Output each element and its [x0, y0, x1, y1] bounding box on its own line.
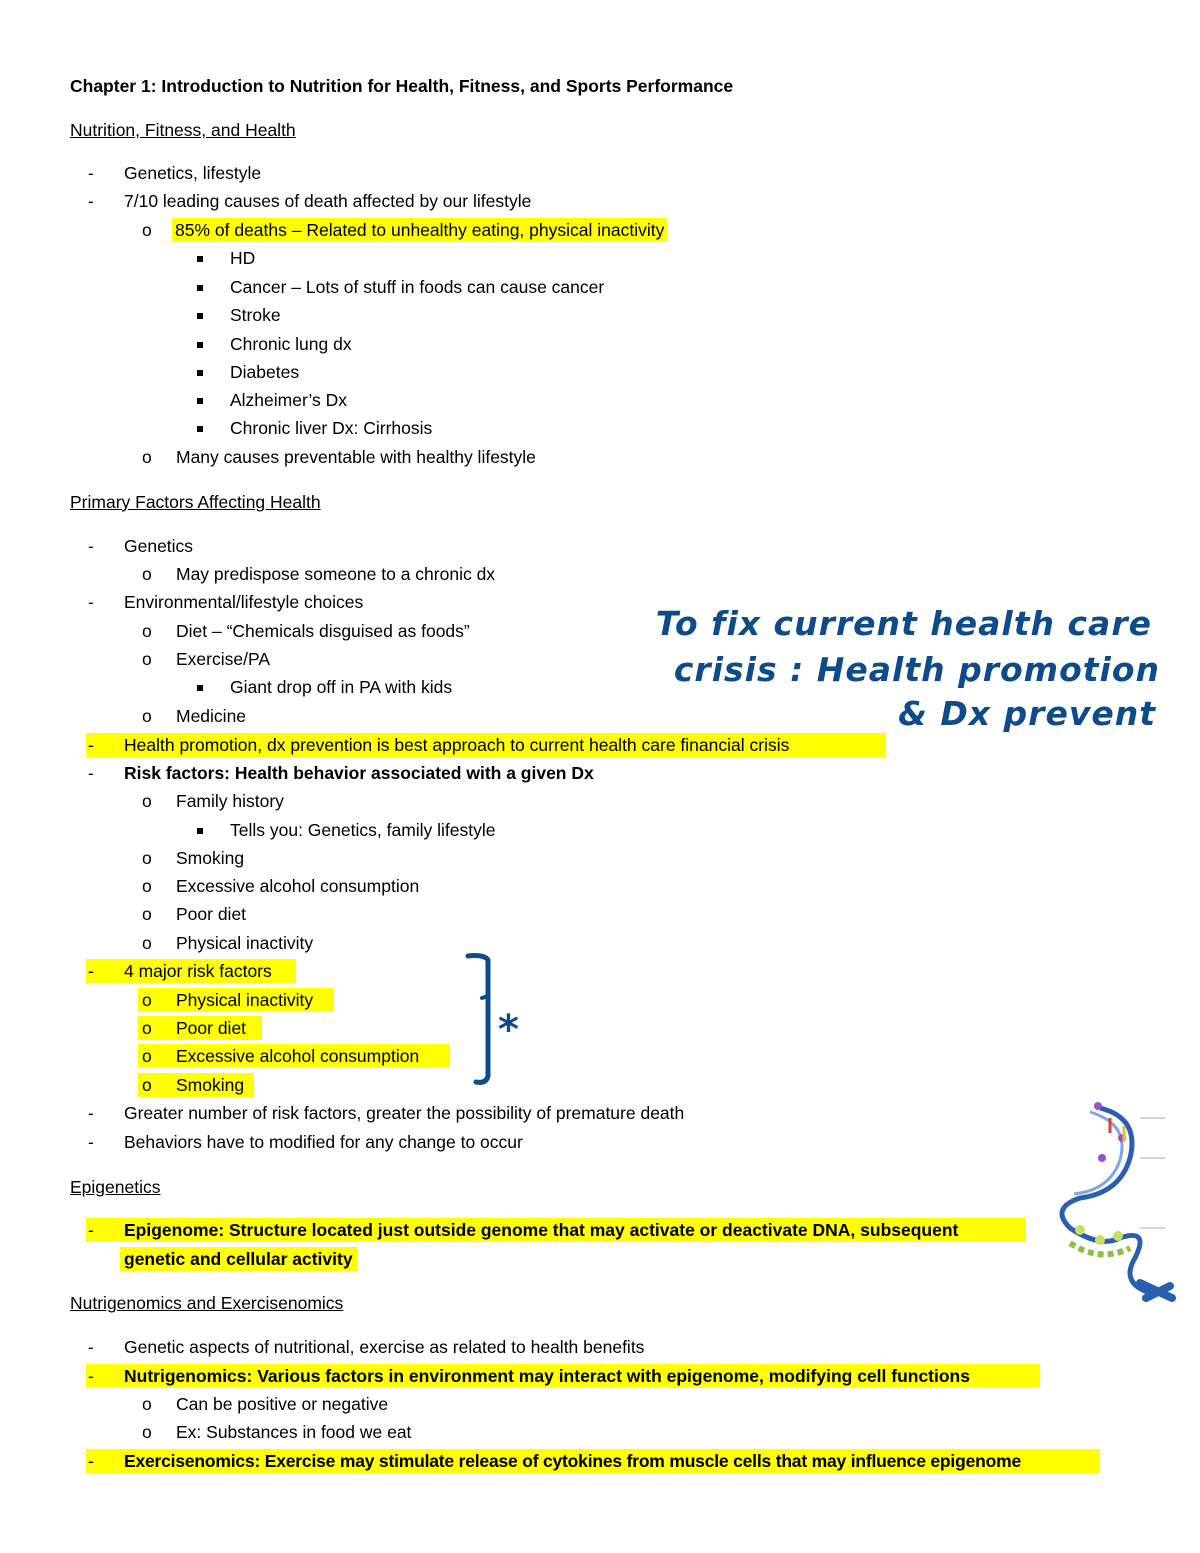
list-item-highlighted: Excessive alcohol consumption [176, 1046, 420, 1066]
circle-marker: o [142, 1018, 152, 1038]
list-item: Cancer – Lots of stuff in foods can cause cancer [230, 277, 605, 297]
list-item-highlighted: 4 major risk factors [124, 961, 272, 981]
square-bullet-icon [197, 416, 203, 440]
square-bullet-icon [197, 388, 203, 412]
dash-marker: - [88, 1451, 94, 1471]
dna-illustration-icon [1040, 1098, 1185, 1310]
circle-marker: o [142, 904, 152, 924]
dash-marker: - [88, 1337, 94, 1357]
handwritten-note-line1: To fix current health care [655, 604, 1152, 643]
dash-marker: - [88, 735, 94, 755]
circle-marker: o [142, 1422, 152, 1442]
list-item-highlighted: Poor diet [176, 1018, 247, 1038]
list-item: Stroke [230, 305, 281, 325]
star-icon: * [498, 1007, 520, 1053]
section-heading-epigenetics: Epigenetics [70, 1177, 161, 1197]
list-item: 7/10 leading causes of death affected by our lifestyle [124, 191, 532, 211]
list-item: Ex: Substances in food we eat [176, 1422, 412, 1442]
circle-marker: o [142, 220, 152, 240]
dash-marker: - [88, 1132, 94, 1152]
dash-marker: - [88, 763, 94, 783]
section-heading-nutrition: Nutrition, Fitness, and Health [70, 120, 296, 140]
list-item: Smoking [176, 848, 245, 868]
list-item: Diabetes [230, 362, 300, 382]
list-item-bold-highlighted: Exercisenomics: Exercise may stimulate release of cytokines from muscle cells that may influence epigenome [124, 1451, 1021, 1471]
list-item: Giant drop off in PA with kids [230, 677, 453, 697]
circle-marker: o [142, 933, 152, 953]
list-item-bold-highlighted: genetic and cellular activity [120, 1247, 357, 1271]
list-item-bold-highlighted: Epigenome: Structure located just outside genome that may activate or deactivate DNA, subsequent [124, 1220, 959, 1240]
circle-marker: o [142, 791, 152, 811]
page-title: Chapter 1: Introduction to Nutrition for Health, Fitness, and Sports Performance [70, 76, 734, 96]
handwritten-note-line3: & Dx prevent [898, 694, 1156, 733]
square-bullet-icon [197, 360, 203, 384]
list-item-highlighted: Smoking [176, 1075, 245, 1095]
dash-marker: - [88, 592, 94, 612]
square-bullet-icon [197, 332, 203, 356]
list-item: May predispose someone to a chronic dx [176, 564, 496, 584]
dash-marker: - [88, 163, 94, 183]
circle-marker: o [142, 990, 152, 1010]
list-item: HD [230, 248, 256, 268]
list-item: Can be positive or negative [176, 1394, 389, 1414]
list-item: Genetic aspects of nutritional, exercise as related to health benefits [124, 1337, 645, 1357]
list-item-highlighted: 85% of deaths – Related to unhealthy eating, physical inactivity [172, 218, 667, 242]
square-bullet-icon [197, 246, 203, 270]
circle-marker: o [142, 649, 152, 669]
square-bullet-icon [197, 818, 203, 842]
bracket-icon [462, 950, 532, 1090]
list-item: Poor diet [176, 904, 247, 924]
section-heading-nutrigenomics: Nutrigenomics and Exercisenomics [70, 1293, 344, 1313]
dash-marker: - [88, 536, 94, 556]
dash-marker: - [88, 1366, 94, 1386]
list-item-highlighted: Health promotion, dx prevention is best approach to current health care financial crisis [124, 735, 790, 755]
circle-marker: o [142, 621, 152, 641]
square-bullet-icon [197, 275, 203, 299]
circle-marker: o [142, 447, 152, 467]
circle-marker: o [142, 876, 152, 896]
list-item-bold: Risk factors: Health behavior associated with a given Dx [124, 763, 594, 783]
circle-marker: o [142, 848, 152, 868]
dash-marker: - [88, 961, 94, 981]
list-item: Alzheimer’s Dx [230, 390, 348, 410]
list-item: Genetics, lifestyle [124, 163, 262, 183]
dash-marker: - [88, 1220, 94, 1240]
list-item: Chronic liver Dx: Cirrhosis [230, 418, 433, 438]
circle-marker: o [142, 1046, 152, 1066]
list-item: Tells you: Genetics, family lifestyle [230, 820, 496, 840]
circle-marker: o [142, 1394, 152, 1414]
list-item-bold-highlighted: Nutrigenomics: Various factors in environment may interact with epigenome, modifying cell functions [124, 1366, 970, 1386]
dash-marker: - [88, 1103, 94, 1123]
circle-marker: o [142, 564, 152, 584]
list-item-highlighted: Physical inactivity [176, 990, 314, 1010]
circle-marker: o [142, 706, 152, 726]
list-item: Excessive alcohol consumption [176, 876, 420, 896]
list-item: Greater number of risk factors, greater the possibility of premature death [124, 1103, 685, 1123]
section-heading-primary-factors: Primary Factors Affecting Health [70, 492, 321, 512]
list-item: Genetics [124, 536, 194, 556]
circle-marker: o [142, 1075, 152, 1095]
square-bullet-icon [197, 675, 203, 699]
list-item: Many causes preventable with healthy lifestyle [176, 447, 536, 467]
list-item: Exercise/PA [176, 649, 271, 669]
list-item: Physical inactivity [176, 933, 314, 953]
list-item: Environmental/lifestyle choices [124, 592, 364, 612]
dash-marker: - [88, 191, 94, 211]
list-item: Medicine [176, 706, 247, 726]
list-item: Diet – “Chemicals disguised as foods” [176, 621, 470, 641]
list-item: Chronic lung dx [230, 334, 352, 354]
handwritten-note-line2: crisis : Health promotion [673, 650, 1160, 689]
list-item: Family history [176, 791, 284, 811]
square-bullet-icon [197, 303, 203, 327]
list-item: Behaviors have to modified for any change to occur [124, 1132, 523, 1152]
